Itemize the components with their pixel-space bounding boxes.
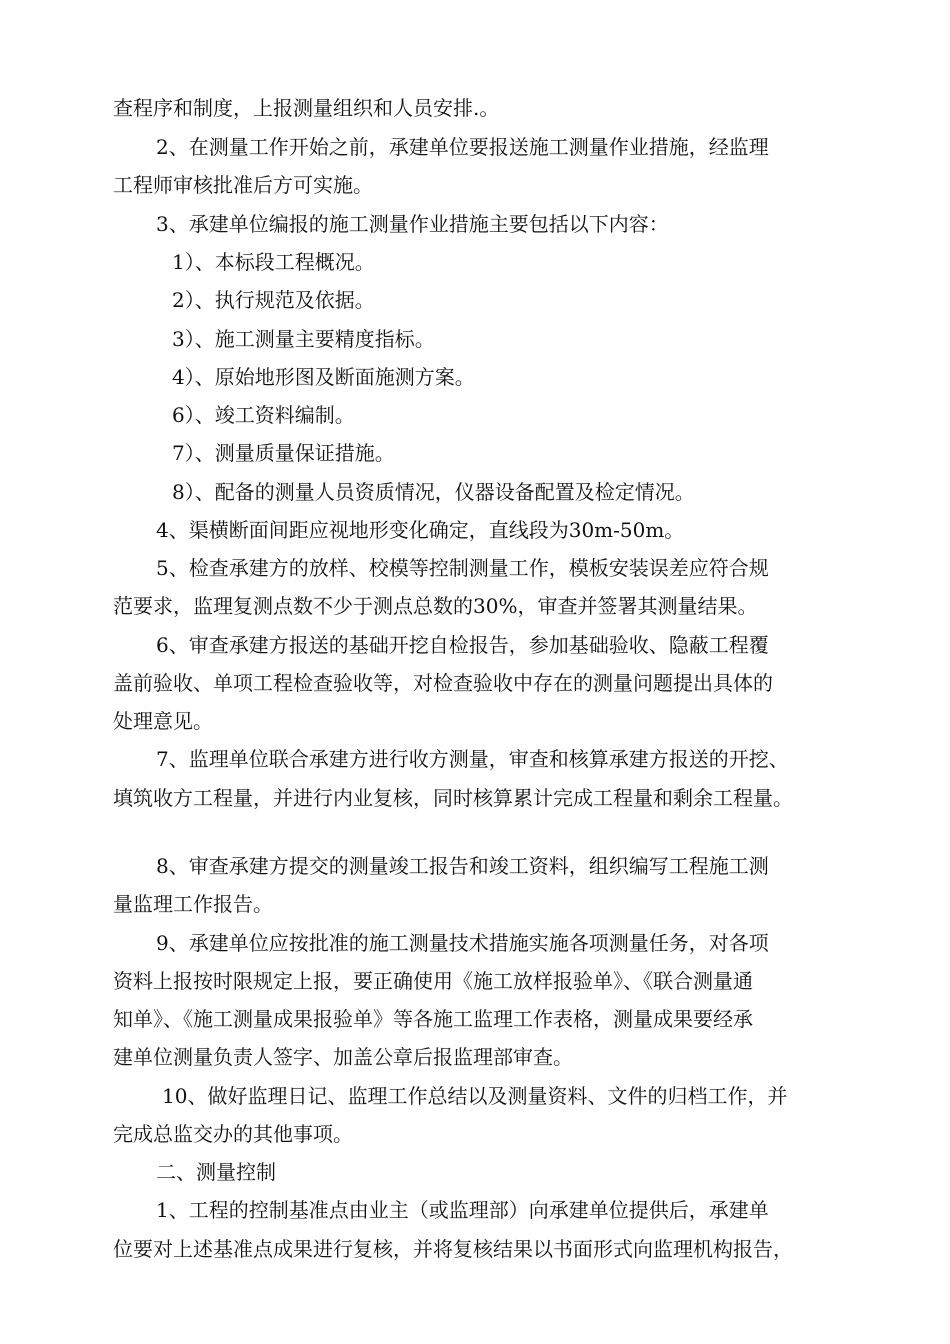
text-line: 盖前验收、单项工程检查验收等，对检查验收中存在的测量问题提出具体的	[113, 671, 773, 695]
text-line: 3、承建单位编报的施工测量作业措施主要包括以下内容：	[156, 212, 669, 236]
list-item: 6）、竣工资料编制。	[172, 403, 355, 427]
text-line: 工程师审核批准后方可实施。	[113, 173, 373, 197]
list-item: 1）、本标段工程概况。	[172, 250, 375, 274]
list-item: 8）、配备的测量人员资质情况，仪器设备配置及检定情况。	[172, 480, 695, 504]
list-item: 4）、原始地形图及断面施测方案。	[172, 365, 475, 389]
text-line: 5、检查承建方的放样、校模等控制测量工作，模板安装误差应符合规	[156, 556, 769, 580]
list-item: 3）、施工测量主要精度指标。	[172, 327, 435, 351]
list-item: 2）、执行规范及依据。	[172, 288, 375, 312]
text-line: 完成总监交办的其他事项。	[113, 1122, 353, 1146]
text-line: 2、在测量工作开始之前，承建单位要报送施工测量作业措施，经监理	[156, 135, 769, 159]
list-item: 7）、测量质量保证措施。	[172, 441, 395, 465]
text-line: 4、渠横断面间距应视地形变化确定，直线段为30m-50m。	[156, 518, 685, 542]
text-line: 查程序和制度，上报测量组织和人员安排.。	[113, 96, 500, 120]
text-line: 6、审查承建方报送的基础开挖自检报告，参加基础验收、隐蔽工程覆	[156, 633, 769, 657]
text-line: 资料上报按时限规定上报，要正确使用《施工放样报验单》、《联合测量通	[113, 969, 753, 993]
text-line: 知单》、《施工测量成果报验单》等各施工监理工作表格，测量成果要经承	[113, 1007, 753, 1031]
section-heading: 二、测量控制	[156, 1160, 276, 1184]
text-line: 10、做好监理日记、监理工作总结以及测量资料、文件的归档工作，并	[162, 1084, 788, 1108]
text-line: 1、工程的控制基准点由业主（或监理部）向承建单位提供后，承建单	[156, 1198, 769, 1222]
text-line: 处理意见。	[113, 709, 213, 733]
text-line: 填筑收方工程量，并进行内业复核，同时核算累计完成工程量和剩余工程量。	[113, 786, 793, 810]
text-line: 9、承建单位应按批准的施工测量技术措施实施各项测量任务，对各项	[156, 931, 769, 955]
text-line: 8、审查承建方提交的测量竣工报告和竣工资料，组织编写工程施工测	[156, 854, 769, 878]
text-line: 范要求，监理复测点数不少于测点总数的30%，审查并签署其测量结果。	[113, 594, 758, 618]
text-line: 量监理工作报告。	[113, 892, 273, 916]
text-line: 建单位测量负责人签字、加盖公章后报监理部审查。	[113, 1045, 573, 1069]
text-line: 位要对上述基准点成果进行复核，并将复核结果以书面形式向监理机构报告，	[113, 1237, 793, 1261]
text-line: 7、监理单位联合承建方进行收方测量，审查和核算承建方报送的开挖、	[156, 747, 789, 771]
